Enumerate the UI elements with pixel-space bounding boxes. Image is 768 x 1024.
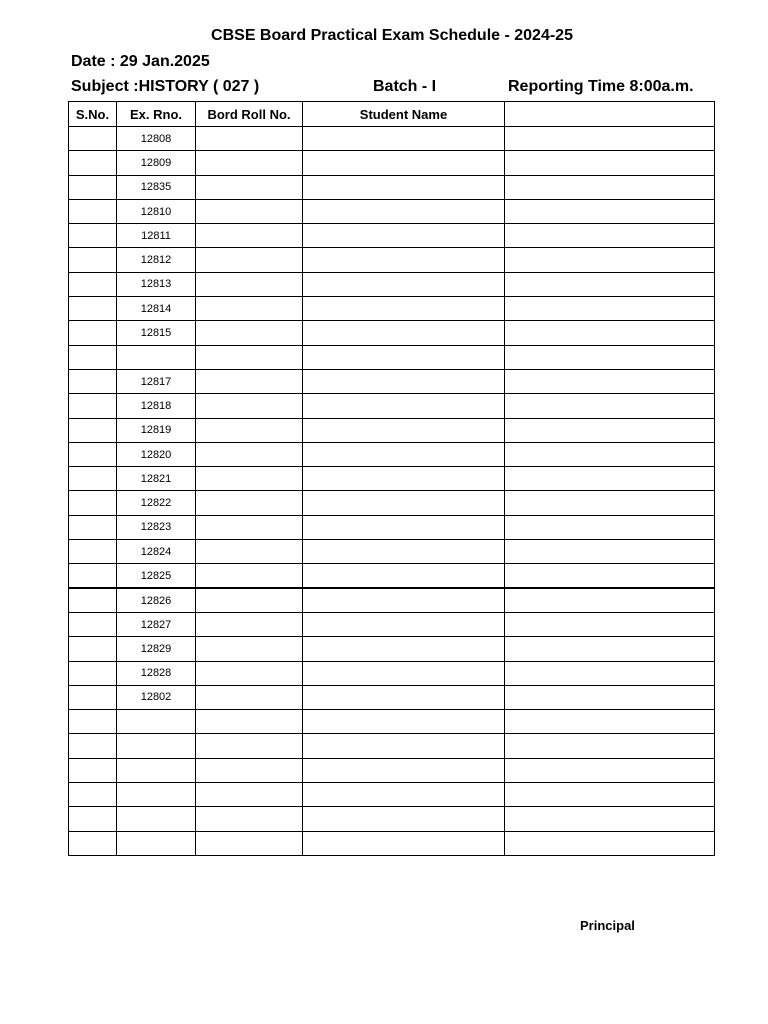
table-cell-roll: [196, 734, 303, 758]
table-row: [69, 710, 715, 734]
table-cell-sno: [69, 661, 117, 685]
table-cell-extra: [505, 127, 715, 151]
table-cell-name: [303, 588, 505, 612]
table-cell-sno: [69, 248, 117, 272]
table-cell-exrno: 12815: [117, 321, 196, 345]
table-cell-sno: [69, 783, 117, 807]
table-cell-extra: [505, 540, 715, 564]
table-cell-name: [303, 199, 505, 223]
table-cell-name: [303, 734, 505, 758]
table-cell-roll: [196, 612, 303, 636]
table-row: [69, 491, 715, 515]
table-cell-roll: [196, 442, 303, 466]
table-cell-name: [303, 758, 505, 782]
table-cell-roll: [196, 394, 303, 418]
table-cell-sno: [69, 588, 117, 612]
table-cell-exrno: 12822: [117, 491, 196, 515]
table-cell-name: [303, 685, 505, 709]
table-cell-name: [303, 248, 505, 272]
table-cell-roll: [196, 297, 303, 321]
table-cell-name: [303, 127, 505, 151]
table-cell-name: [303, 467, 505, 491]
table-cell-extra: [505, 272, 715, 296]
table-cell-sno: [69, 758, 117, 782]
table-cell-sno: [69, 515, 117, 539]
table-row: [69, 175, 715, 199]
table-cell-sno: [69, 734, 117, 758]
table-cell-roll: [196, 710, 303, 734]
table-cell-extra: [505, 783, 715, 807]
table-cell-extra: [505, 685, 715, 709]
table-cell-roll: [196, 588, 303, 612]
table-cell-exrno: 12814: [117, 297, 196, 321]
schedule-table-body: [69, 127, 715, 856]
header-sno: S.No.: [69, 102, 117, 127]
table-row: [69, 248, 715, 272]
table-cell-exrno: 12802: [117, 685, 196, 709]
table-cell-sno: [69, 321, 117, 345]
table-cell-name: [303, 710, 505, 734]
table-row: [69, 685, 715, 709]
table-cell-sno: [69, 199, 117, 223]
table-row: [69, 199, 715, 223]
table-cell-roll: [196, 199, 303, 223]
table-cell-name: [303, 491, 505, 515]
table-cell-name: [303, 637, 505, 661]
table-row: [69, 734, 715, 758]
table-row: [69, 612, 715, 636]
table-cell-extra: [505, 637, 715, 661]
table-cell-roll: [196, 540, 303, 564]
table-cell-exrno: 12829: [117, 637, 196, 661]
table-cell-name: [303, 224, 505, 248]
table-cell-roll: [196, 467, 303, 491]
table-cell-sno: [69, 831, 117, 855]
header-board-roll-no: Bord Roll No.: [196, 102, 303, 127]
table-cell-extra: [505, 807, 715, 831]
table-row: [69, 442, 715, 466]
table-cell-roll: [196, 127, 303, 151]
table-cell-roll: [196, 345, 303, 369]
table-cell-roll: [196, 758, 303, 782]
table-cell-exrno: 12808: [117, 127, 196, 151]
table-cell-sno: [69, 442, 117, 466]
batch-label: Batch - I: [373, 78, 437, 95]
table-cell-exrno: 12817: [117, 369, 196, 393]
table-row: [69, 831, 715, 855]
table-cell-name: [303, 175, 505, 199]
table-cell-sno: [69, 394, 117, 418]
table-cell-extra: [505, 248, 715, 272]
table-cell-name: [303, 297, 505, 321]
table-cell-roll: [196, 151, 303, 175]
table-cell-sno: [69, 685, 117, 709]
table-cell-name: [303, 564, 505, 588]
table-cell-exrno: 12824: [117, 540, 196, 564]
table-cell-sno: [69, 175, 117, 199]
table-cell-name: [303, 807, 505, 831]
table-cell-name: [303, 831, 505, 855]
table-cell-exrno: 12821: [117, 467, 196, 491]
table-cell-sno: [69, 345, 117, 369]
table-cell-extra: [505, 394, 715, 418]
header-student-name: Student Name: [303, 102, 505, 127]
table-row: [69, 661, 715, 685]
table-cell-extra: [505, 710, 715, 734]
table-cell-exrno: 12813: [117, 272, 196, 296]
table-cell-extra: [505, 515, 715, 539]
table-cell-roll: [196, 564, 303, 588]
table-cell-exrno: [117, 831, 196, 855]
table-cell-sno: [69, 127, 117, 151]
table-cell-exrno: [117, 758, 196, 782]
subject-label: Subject :HISTORY ( 027 ): [71, 78, 260, 95]
table-cell-sno: [69, 224, 117, 248]
table-cell-sno: [69, 151, 117, 175]
table-cell-sno: [69, 637, 117, 661]
table-cell-sno: [69, 491, 117, 515]
table-cell-extra: [505, 491, 715, 515]
table-row: [69, 151, 715, 175]
table-cell-sno: [69, 467, 117, 491]
table-cell-name: [303, 369, 505, 393]
table-cell-exrno: 12809: [117, 151, 196, 175]
table-cell-name: [303, 394, 505, 418]
table-cell-sno: [69, 807, 117, 831]
document-title: CBSE Board Practical Exam Schedule - 2024-25: [211, 27, 573, 44]
table-cell-exrno: 12825: [117, 564, 196, 588]
exam-date: Date : 29 Jan.2025: [71, 53, 210, 70]
table-cell-extra: [505, 564, 715, 588]
table-cell-name: [303, 612, 505, 636]
table-cell-roll: [196, 418, 303, 442]
table-cell-extra: [505, 297, 715, 321]
table-row: [69, 515, 715, 539]
table-cell-extra: [505, 831, 715, 855]
table-row: [69, 272, 715, 296]
table-header-row: [69, 102, 715, 127]
table-cell-extra: [505, 345, 715, 369]
table-cell-exrno: 12823: [117, 515, 196, 539]
table-row: [69, 637, 715, 661]
table-cell-name: [303, 661, 505, 685]
table-cell-extra: [505, 734, 715, 758]
table-cell-name: [303, 321, 505, 345]
table-cell-name: [303, 515, 505, 539]
table-row: [69, 467, 715, 491]
table-row: [69, 321, 715, 345]
table-cell-roll: [196, 661, 303, 685]
table-cell-extra: [505, 369, 715, 393]
table-cell-roll: [196, 272, 303, 296]
table-cell-extra: [505, 442, 715, 466]
table-cell-exrno: 12812: [117, 248, 196, 272]
table-cell-sno: [69, 540, 117, 564]
table-cell-extra: [505, 612, 715, 636]
table-cell-sno: [69, 710, 117, 734]
table-row: [69, 758, 715, 782]
table-row: [69, 807, 715, 831]
table-cell-exrno: 12827: [117, 612, 196, 636]
table-row: [69, 345, 715, 369]
table-cell-extra: [505, 467, 715, 491]
table-row: [69, 297, 715, 321]
schedule-table: [68, 101, 715, 856]
table-row: [69, 369, 715, 393]
table-cell-name: [303, 540, 505, 564]
table-cell-exrno: [117, 807, 196, 831]
table-cell-roll: [196, 224, 303, 248]
table-row: [69, 783, 715, 807]
header-exam-roll-no: Ex. Rno.: [117, 102, 196, 127]
table-cell-sno: [69, 564, 117, 588]
table-cell-name: [303, 442, 505, 466]
table-row: [69, 224, 715, 248]
table-cell-extra: [505, 661, 715, 685]
header-extra-column: [505, 102, 715, 127]
table-cell-sno: [69, 272, 117, 296]
table-cell-name: [303, 783, 505, 807]
table-cell-sno: [69, 612, 117, 636]
table-cell-name: [303, 345, 505, 369]
table-cell-exrno: 12835: [117, 175, 196, 199]
table-cell-roll: [196, 369, 303, 393]
table-cell-exrno: 12811: [117, 224, 196, 248]
table-cell-extra: [505, 175, 715, 199]
table-cell-exrno: 12826: [117, 588, 196, 612]
table-cell-extra: [505, 224, 715, 248]
table-cell-sno: [69, 297, 117, 321]
table-cell-roll: [196, 831, 303, 855]
table-cell-roll: [196, 807, 303, 831]
table-cell-name: [303, 151, 505, 175]
table-cell-name: [303, 272, 505, 296]
table-cell-roll: [196, 491, 303, 515]
table-cell-sno: [69, 418, 117, 442]
table-cell-extra: [505, 151, 715, 175]
table-cell-exrno: 12820: [117, 442, 196, 466]
table-cell-extra: [505, 758, 715, 782]
principal-signature-label: Principal: [580, 918, 635, 933]
table-cell-extra: [505, 199, 715, 223]
table-row: [69, 540, 715, 564]
table-cell-exrno: 12810: [117, 199, 196, 223]
table-row: [69, 564, 715, 588]
table-cell-exrno: [117, 734, 196, 758]
table-row: [69, 418, 715, 442]
table-cell-exrno: [117, 783, 196, 807]
table-cell-exrno: 12828: [117, 661, 196, 685]
table-cell-sno: [69, 369, 117, 393]
table-cell-exrno: [117, 345, 196, 369]
table-cell-extra: [505, 321, 715, 345]
table-cell-roll: [196, 321, 303, 345]
table-cell-roll: [196, 783, 303, 807]
table-cell-roll: [196, 248, 303, 272]
table-row: [69, 588, 715, 612]
table-cell-extra: [505, 418, 715, 442]
table-row: [69, 394, 715, 418]
reporting-time-label: Reporting Time 8:00a.m.: [508, 78, 694, 95]
table-cell-extra: [505, 588, 715, 612]
table-cell-roll: [196, 637, 303, 661]
table-cell-roll: [196, 685, 303, 709]
table-cell-roll: [196, 175, 303, 199]
table-cell-roll: [196, 515, 303, 539]
table-cell-exrno: 12819: [117, 418, 196, 442]
table-row: [69, 127, 715, 151]
table-cell-name: [303, 418, 505, 442]
table-cell-exrno: [117, 710, 196, 734]
table-cell-exrno: 12818: [117, 394, 196, 418]
